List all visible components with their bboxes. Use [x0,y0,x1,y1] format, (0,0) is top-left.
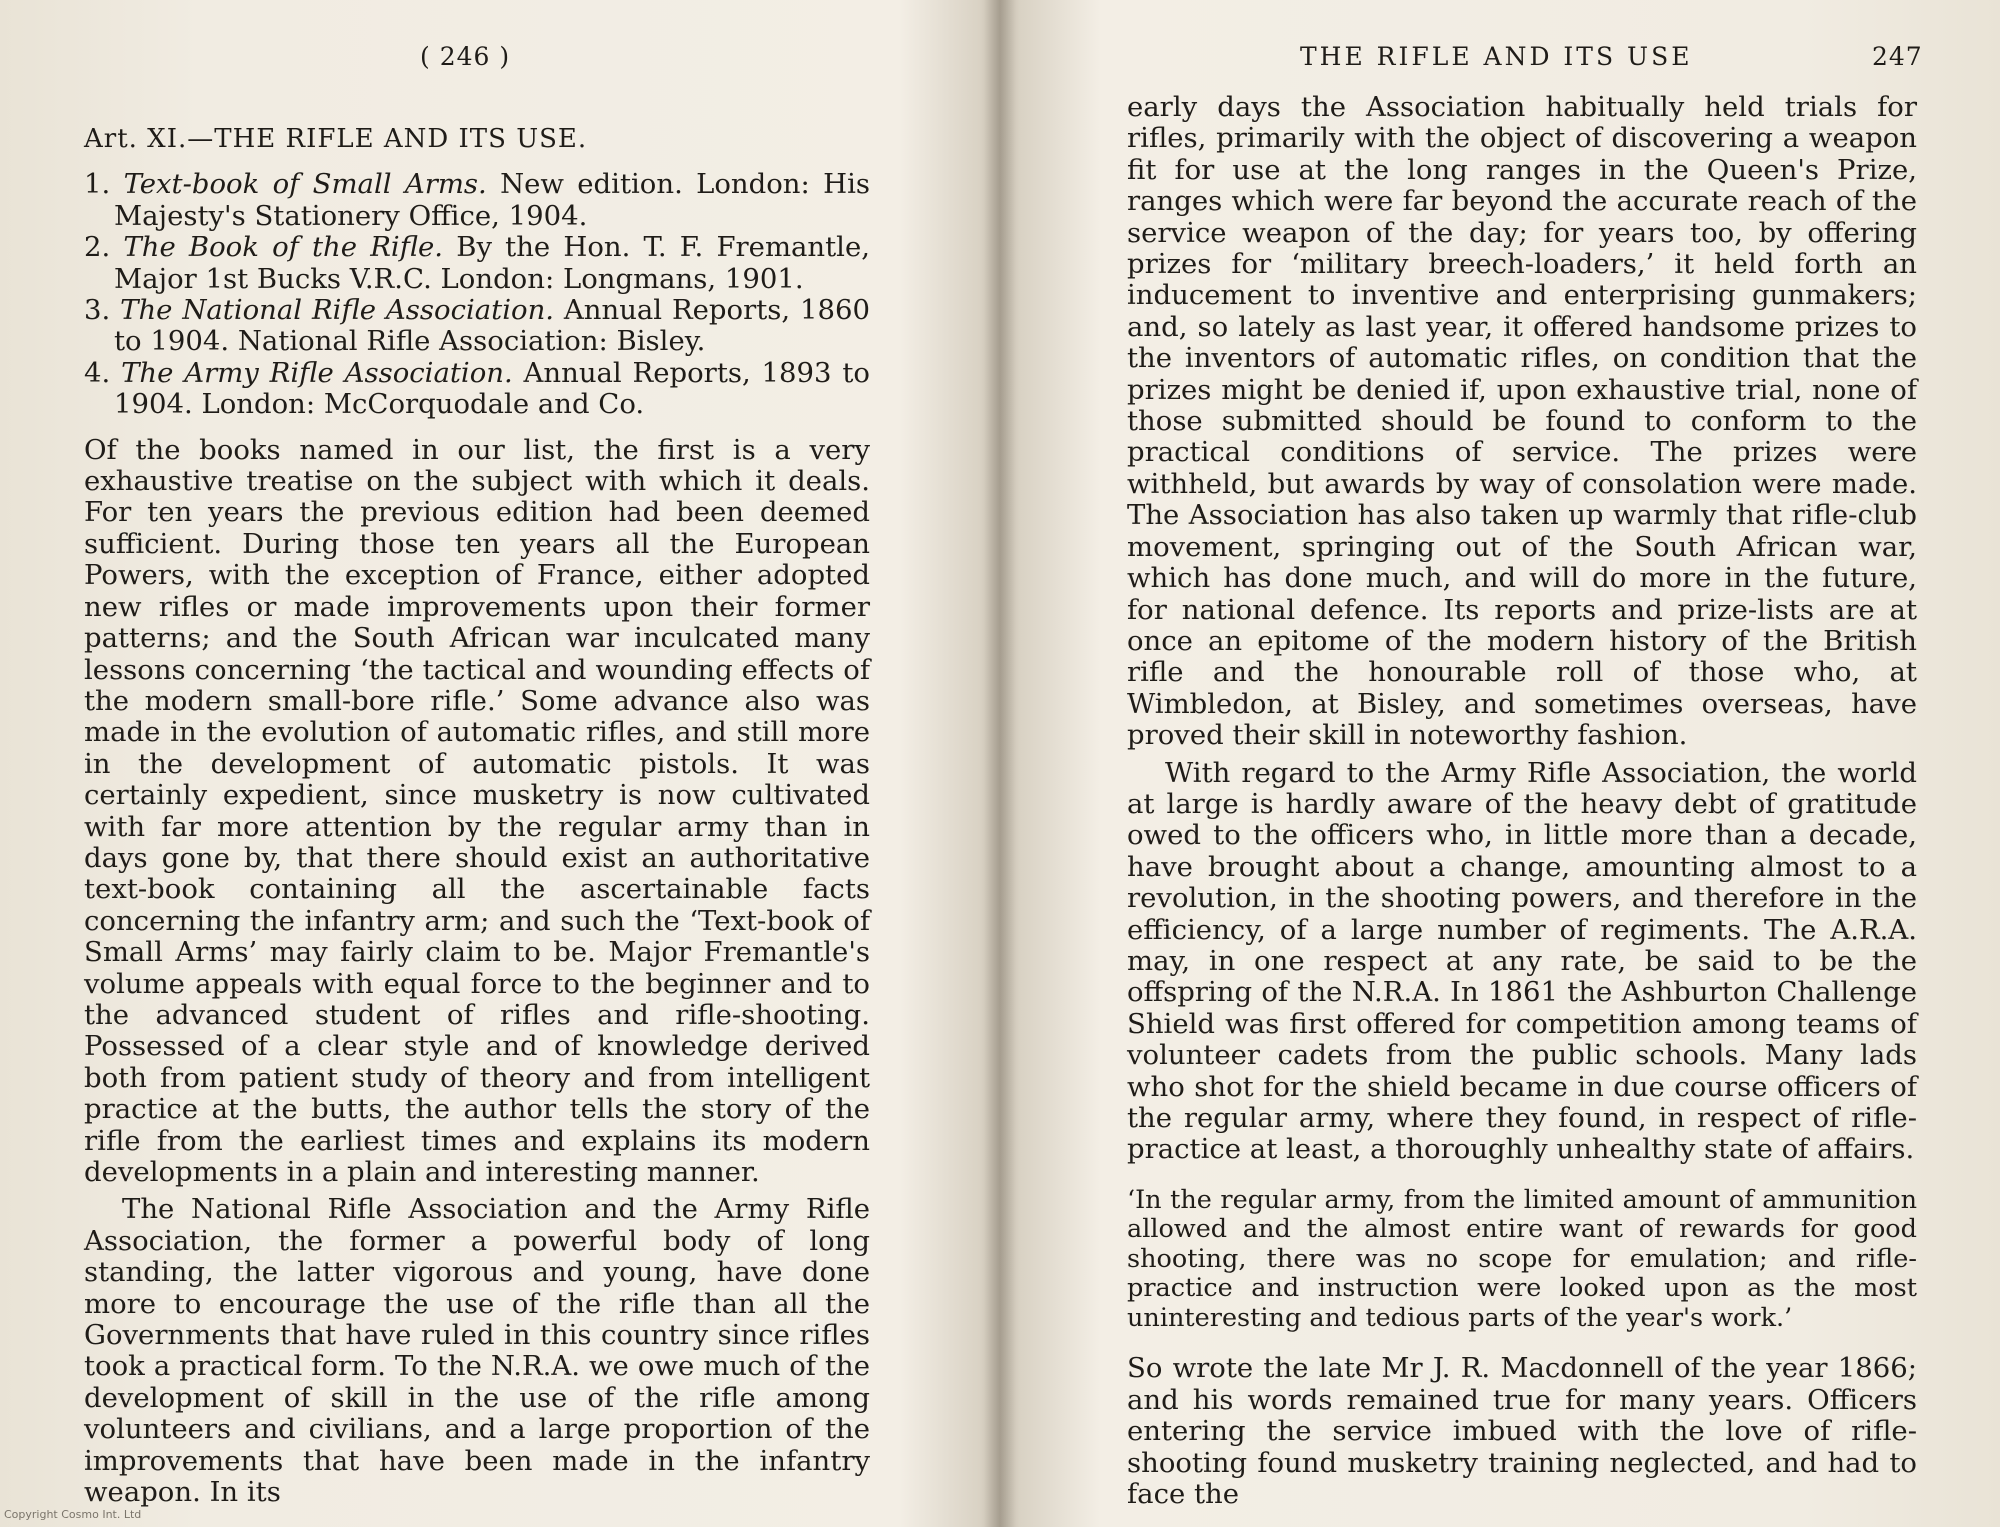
reference-item: 1. Text-book of Small Arms. New edition. London: His Majesty's Stationery Office, 1904. [84,168,870,232]
left-text-column [84,124,870,1508]
article-heading: Art. XI.—THE RIFLE AND ITS USE. [84,124,588,154]
body-paragraph: The National Rifle Association and the Army Rifle Association, the former a powerful body of long standing, the latter vigorous and young, have done more to encourage the use of the rifle than all the Governments that have ruled in this country since rifles took a practical form. To the N.R.A. we owe much of the development of skill in the use of the rifle among volunteers and civilians, and a large proportion of the improvements that have been made in the infantry weapon. In its [84,1193,870,1509]
page-number-left: ( 246 ) [420,42,511,71]
body-paragraph: So wrote the late Mr J. R. Macdonnell of the year 1866; and his words remained true for many years. Officers entering the service imbued with the love of rifle-shooting found musketry training neglected, and had to face the [1127,1352,1917,1510]
body-paragraph: Of the books named in our list, the first is a very exhaustive treatise on the subject with which it deals. For ten years the previous edition had been deemed sufficient. During those ten years all the European Powers, with the exception of France, either adopted new rifles or made improvements upon their former patterns; and the South African war inculcated many lessons concerning ‘the tactical and wounding effects of the modern small-bore rifle.’ Some advance also was made in the evolution of automatic rifles, and still more in the development of automatic pistols. It was certainly expedient, since musketry is now cultivated with far more attention by the regular army than in days gone by, that there should exist an authoritative text-book containing all the ascertainable facts concerning the infantry arm; and such the ‘Text-book of Small Arms’ may fairly claim to be. Major Fremantle's volume appeals with equal force to the beginner and to the advanced student of rifles and rifle-shooting. Possessed of a clear style and of knowledge derived both from patient study of theory and from intelligent practice at the butts, the author tells the story of the rifle from the earliest times and explains its modern developments in a plain and interesting manner. [84,433,870,1188]
right-page [1000,0,2000,1527]
body-paragraph: With regard to the Army Rifle Association, the world at large is hardly aware of the heavy debt of gratitude owed to the officers who, in little more than a decade, have brought about a change, amounting almost to a revolution, in the shooting powers, and therefore in the efficiency, of a large number of regiments. The A.R.A. may, in one respect at any rate, be said to be the offspring of the N.R.A. In 1861 the Ashburton Challenge Shield was first offered for competition among teams of volunteer cadets from the public schools. Many lads who shot for the shield became in due course officers of the regular army, where they found, in respect of rifle-practice at least, a thoroughly unhealthy state of affairs. [1127,756,1917,1166]
reference-list [84,169,870,420]
copyright-watermark: Copyright Cosmo Int. Ltd [4,1508,142,1521]
reference-item: 2. The Book of the Rifle. By the Hon. T. F. Fremantle, Major 1st Bucks V.R.C. London: Longmans, 1901. [84,231,870,295]
body-paragraph: early days the Association habitually held trials for rifles, primarily with the object of discovering a weapon fit for use at the long ranges in the Queen's Prize, ranges which were far beyond the accurate reach of the service weapon of the day; for years too, by offering prizes for ‘military breech-loaders,’ it held forth an inducement to inventive and enterprising gunmakers; and, so lately as last year, it offered handsome prizes to the inventors of automatic rifles, on condition that the prizes might be denied if, upon exhaustive trial, none of those submitted should be found to conform to the practical conditions of service. The prizes were withheld, but awards by way of consolation were made. The Association has also taken up warmly that rifle-club movement, springing out of the South African war, which has done much, and will do more in the future, for national defence. Its reports and prize-lists are at once an epitome of the modern history of the British rifle and the honourable roll of those who, at Wimbledon, at Bisley, and sometimes overseas, have proved their skill in noteworthy fashion. [1127,91,1917,752]
block-quotation: ‘In the regular army, from the limited amount of ammunition allowed and the almost entire want of rewards for good shooting, there was no scope for emulation; and rifle-practice and instruction were looked upon as the most uninteresting and tedious parts of the year's work.’ [1127,1184,1917,1333]
running-head: THE RIFLE AND ITS USE [1300,42,1693,71]
page-number-right: 247 [1872,42,1923,71]
right-text-column [1127,92,1917,1510]
reference-item: 4. The Army Rifle Association. Annual Reports, 1893 to 1904. London: McCorquodale and Co. [84,356,870,421]
reference-item: 3. The National Rifle Association. Annual Reports, 1860 to 1904. National Rifle Association: Bisley. [84,294,870,358]
